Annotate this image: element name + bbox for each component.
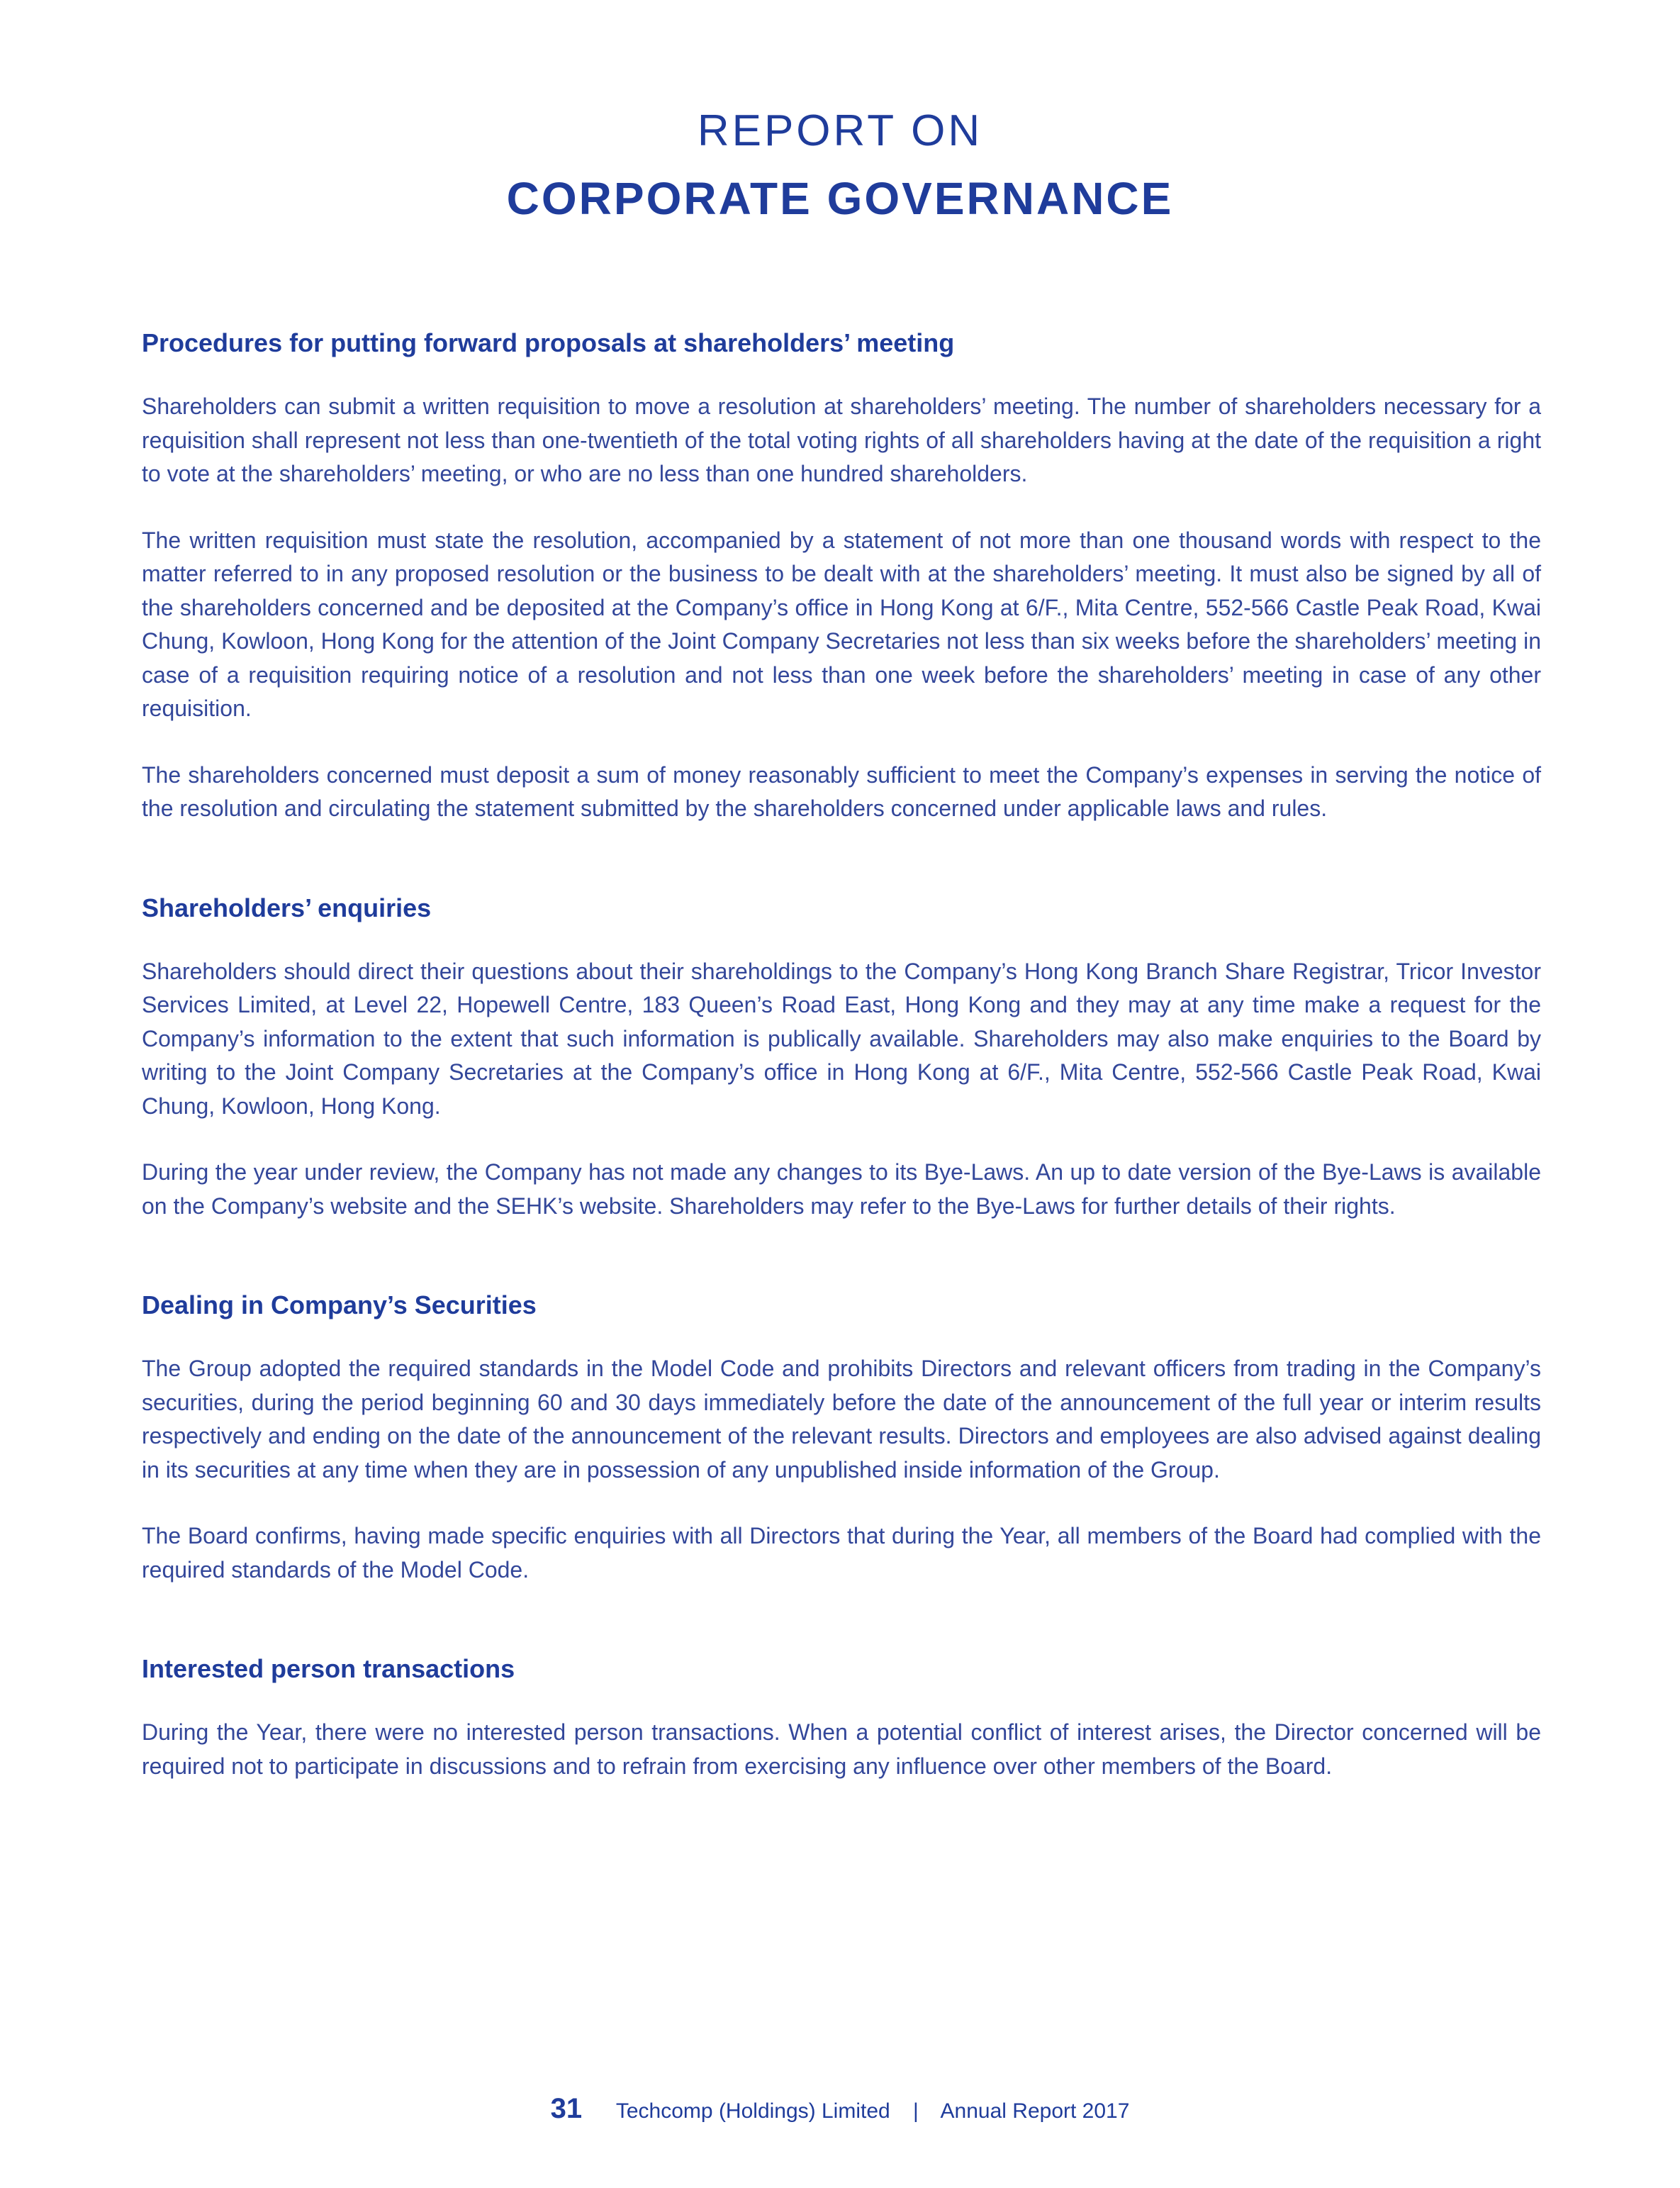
paragraph: Shareholders can submit a written requisition to move a resolution at shareholders’ meeting. The number of shareholders necessary for a requisition shall represent not less than one-twentieth of the total voting rights of all shareholders having at the date of the requisition a right to vote at the shareholders’ meeting, or who are no less than one hundred shareholders. — [142, 393, 1541, 486]
document-body — [142, 326, 1541, 1848]
paragraph: During the Year, there were no interested person transactions. When a potential conflict of interest arises, the Director concerned will be required not to participate in discussions and to refrain from exercising any influence over other members of the Board. — [142, 1719, 1541, 1779]
paragraph: During the year under review, the Company has not made any changes to its Bye-Laws. An up to date version of the Bye-Laws is available on the Company’s website and the SEHK’s website. Shareholders may refer to the Bye-Laws for further details of their rights. — [142, 1159, 1541, 1219]
section-interested-person — [142, 1652, 1541, 1783]
page-title-line2: CORPORATE GOVERNANCE — [506, 173, 1174, 224]
section-securities — [142, 1288, 1541, 1587]
section-heading: Procedures for putting forward proposals at shareholders’ meeting — [142, 328, 955, 357]
section-heading: Shareholders’ enquiries — [142, 893, 432, 922]
paragraph: The written requisition must state the resolution, accompanied by a statement of not more than one thousand words with respect to the matter referred to in any proposed resolution or the business to be dealt with at the shareholders’ meeting. It must also be signed by all of the shareholders concerned and be deposited at the Company’s office in Hong Kong at 6/F., Mita Centre, 552-566 Castle Peak Road, Kwai Chung, Kowloon, Hong Kong for the attention of the Joint Company Secretaries not less than six weeks before the shareholders’ meeting in case of a requisition requiring notice of a resolution and not less than one week before the shareholders’ meeting in case of any other requisition. — [142, 527, 1541, 721]
footer-separator: | — [913, 2099, 919, 2123]
section-heading: Interested person transactions — [142, 1654, 515, 1683]
section-heading: Dealing in Company’s Securities — [142, 1290, 537, 1319]
section-proposals — [142, 326, 1541, 826]
page-footer — [0, 2093, 1680, 2125]
page-title-line1: REPORT ON — [697, 106, 983, 155]
paragraph: Shareholders should direct their questions about their shareholdings to the Company’s Hong Kong Branch Share Registrar, Tricor Investor Services Limited, at Level 22, Hopewell Centre, 183 Queen’s Road East, Hong Kong and they may at any time make a request for the Company’s information to the extent that such information is publically available. Shareholders may also make enquiries to the Board by writing to the Joint Company Secretaries at the Company’s office in Hong Kong at 6/F., Mita Centre, 552-566 Castle Peak Road, Kwai Chung, Kowloon, Hong Kong. — [142, 958, 1541, 1119]
paragraph: The Board confirms, having made specific enquiries with all Directors that during the Year, all members of the Board had complied with the required standards of the Model Code. — [142, 1523, 1541, 1583]
footer-company: Techcomp (Holdings) Limited — [615, 2099, 890, 2123]
paragraph: The shareholders concerned must deposit a sum of money reasonably sufficient to meet the Company’s expenses in serving the notice of the resolution and circulating the statement submitted by the shareholders concerned under applicable laws and rules. — [142, 761, 1541, 821]
footer-report: Annual Report 2017 — [940, 2099, 1130, 2123]
page-number: 31 — [550, 2093, 583, 2124]
page-header — [0, 99, 1680, 234]
paragraph: The Group adopted the required standards in the Model Code and prohibits Directors and relevant officers from trading in the Company’s securities, during the period beginning 60 and 30 days immediately before the date of the announcement of the full year or interim results respectively and ending on the date of the announcement of the relevant results. Directors and employees are also advised against dealing in its securities at any time when they are in possession of any unpublished inside information of the Group. — [142, 1356, 1541, 1483]
section-enquiries — [142, 891, 1541, 1224]
